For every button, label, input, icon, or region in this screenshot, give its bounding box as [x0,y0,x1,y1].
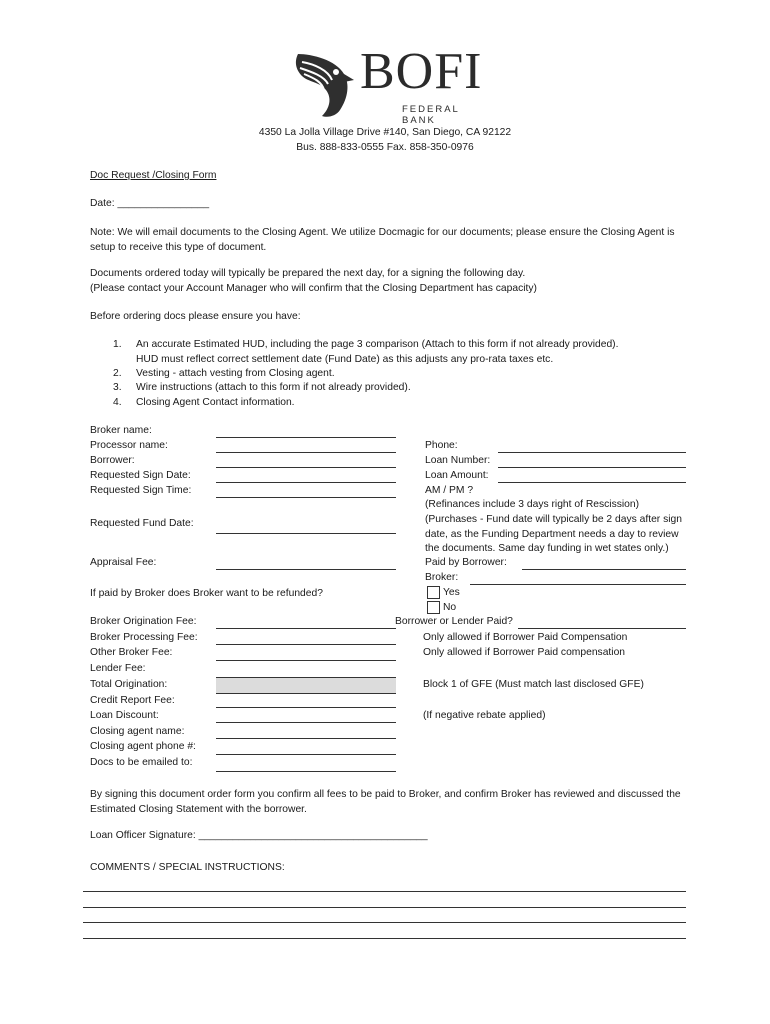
credit-report-fee-label: Credit Report Fee: [90,695,175,706]
closing-agent-name-label: Closing agent name: [90,726,185,737]
loan-number-label: Loan Number: [425,455,491,466]
comments-line[interactable] [83,907,686,908]
no-label: No [443,602,457,613]
logo-wordmark: BOFI [360,43,483,100]
broker-origination-fee-label: Broker Origination Fee: [90,616,197,627]
purchase-note: date, as the Funding Department needs a day to review [425,529,679,540]
list-item: Vesting - attach vesting from Closing agent. [136,368,335,379]
paid-by-borrower-label: Paid by Borrower: [425,557,507,568]
docs-emailed-to-label: Docs to be emailed to: [90,757,193,768]
processor-name-input[interactable] [216,452,396,453]
lender-fee-label: Lender Fee: [90,663,146,674]
loan-officer-signature-field[interactable]: Loan Officer Signature: ________________________________________ [90,830,428,841]
eagle-icon [292,52,356,118]
paid-by-borrower-input[interactable] [522,569,686,570]
comments-line[interactable] [83,922,686,923]
closing-agent-phone-input[interactable] [216,754,396,755]
list-item-number: 3. [113,382,122,393]
confirmation-paragraph: By signing this document order form you confirm all fees to be paid to Broker, and confirm Broker has reviewed and discussed the Estimated Closing Statement with the borrower. [90,789,681,815]
purchase-note: (Purchases - Fund date will typically be 2 days after sign [425,514,682,525]
purchase-note: the documents. Same day funding in wet states only.) [425,543,669,554]
yes-checkbox[interactable] [427,586,440,599]
list-item: Closing Agent Contact information. [136,397,295,408]
total-origination-input[interactable] [216,677,396,694]
loan-discount-label: Loan Discount: [90,710,159,721]
docs-ordered-note: (Please contact your Account Manager who will confirm that the Closing Department has capacity) [90,283,537,294]
broker-name-label: Broker name: [90,425,152,436]
list-item-subtext: HUD must reflect correct settlement date (Fund Date) as this adjusts any pro-rata taxes etc. [136,354,554,365]
before-ordering-text: Before ordering docs please ensure you have: [90,311,301,322]
loan-number-input[interactable] [498,467,686,468]
date-field[interactable]: Date: ________________ [90,198,210,209]
broker-origination-fee-input[interactable] [216,628,396,629]
phone-input[interactable] [498,452,686,453]
borrower-label: Borrower: [90,455,135,466]
compensation-note: Only allowed if Borrower Paid compensation [423,647,626,658]
loan-amount-input[interactable] [498,482,686,483]
appraisal-fee-input[interactable] [216,569,396,570]
bank-contact: Bus. 888-833-0555 Fax. 858-350-0976 [296,142,474,153]
credit-report-fee-input[interactable] [216,707,396,708]
no-checkbox[interactable] [427,601,440,614]
borrower-or-lender-paid-input[interactable] [518,628,686,629]
broker-name-input[interactable] [216,437,396,438]
broker-processing-fee-label: Broker Processing Fee: [90,632,198,643]
closing-agent-phone-label: Closing agent phone #: [90,741,196,752]
compensation-note: Only allowed if Borrower Paid Compensation [423,632,628,643]
total-origination-label: Total Origination: [90,679,168,690]
refinance-note: (Refinances include 3 days right of Rescission) [425,499,640,510]
docs-emailed-to-input[interactable] [216,771,396,772]
bofi-logo [292,43,483,126]
phone-label: Phone: [425,440,458,451]
docs-ordered-text: Documents ordered today will typically be prepared the next day, for a signing the following day. [90,268,526,279]
comments-line[interactable] [83,891,686,892]
requested-sign-time-input[interactable] [216,497,396,498]
processor-name-label: Processor name: [90,440,168,451]
broker-label: Broker: [425,572,459,583]
closing-agent-name-input[interactable] [216,738,396,739]
broker-paid-input[interactable] [470,584,686,585]
comments-line[interactable] [83,938,686,939]
logo-subtitle: FEDERAL BANK [402,104,460,126]
list-item-number: 4. [113,397,122,408]
requested-fund-date-input[interactable] [216,533,396,534]
loan-amount-label: Loan Amount: [425,470,489,481]
form-title: Doc Request /Closing Form [90,170,217,181]
negative-rebate-note: (If negative rebate applied) [423,710,546,721]
list-item: An accurate Estimated HUD, including the page 3 comparison (Attach to this form if not already provided). [136,339,619,350]
requested-sign-time-label: Requested Sign Time: [90,485,192,496]
am-pm-label: AM / PM ? [425,485,474,496]
appraisal-fee-label: Appraisal Fee: [90,557,157,568]
borrower-input[interactable] [216,467,396,468]
requested-fund-date-label: Requested Fund Date: [90,518,194,529]
other-broker-fee-input[interactable] [216,660,396,661]
list-item-number: 2. [113,368,122,379]
broker-processing-fee-input[interactable] [216,644,396,645]
bank-address: 4350 La Jolla Village Drive #140, San Diego, CA 92122 [258,127,512,138]
list-item: Wire instructions (attach to this form if not already provided). [136,382,411,393]
comments-label: COMMENTS / SPECIAL INSTRUCTIONS: [90,862,285,873]
list-item-number: 1. [113,339,122,350]
yes-label: Yes [443,587,460,598]
note-paragraph: Note: We will email documents to the Closing Agent. We utilize Docmagic for our documents; please ensure the Closing Agent is setup to receive this type of document. [90,227,675,253]
borrower-or-lender-paid-label: Borrower or Lender Paid? [395,616,513,627]
refund-question-label: If paid by Broker does Broker want to be refunded? [90,588,323,599]
other-broker-fee-label: Other Broker Fee: [90,647,173,658]
requested-sign-date-label: Requested Sign Date: [90,470,191,481]
requested-sign-date-input[interactable] [216,482,396,483]
loan-discount-input[interactable] [216,722,396,723]
block1-gfe-note: Block 1 of GFE (Must match last disclosed GFE) [423,679,644,690]
